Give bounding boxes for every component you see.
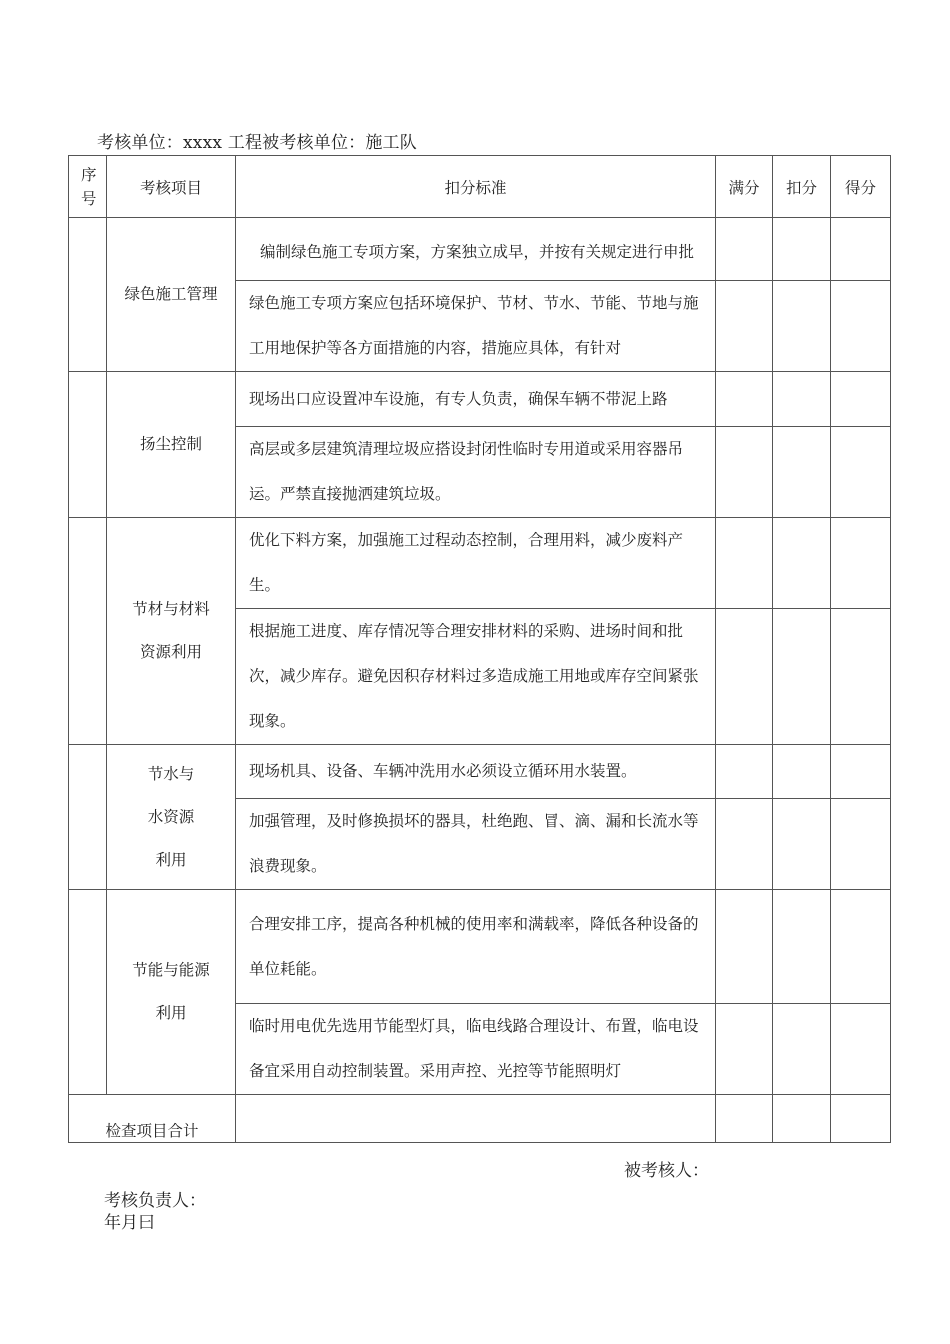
full-score-cell[interactable] [716, 427, 773, 518]
assessment-table [68, 155, 891, 1143]
item-label: 节水与水资源利用 [107, 745, 236, 890]
deduction-cell[interactable] [773, 799, 831, 890]
total-deduction-cell[interactable] [773, 1095, 831, 1143]
score-cell[interactable] [831, 427, 891, 518]
item-label: 节材与材料资源利用 [107, 518, 236, 745]
total-full-score-cell[interactable] [716, 1095, 773, 1143]
full-score-cell[interactable] [716, 518, 773, 609]
score-cell[interactable] [831, 745, 891, 799]
column-header-full-score: 满分 [716, 156, 773, 218]
column-header-score: 得分 [831, 156, 891, 218]
score-cell[interactable] [831, 609, 891, 745]
full-score-cell[interactable] [716, 218, 773, 281]
deduction-cell[interactable] [773, 1004, 831, 1095]
criteria-cell: 高层或多层建筑清理垃圾应搭设封闭性临时专用道或采用容器吊运。严禁直接抛洒建筑垃圾。 [236, 427, 716, 518]
deduction-cell[interactable] [773, 281, 831, 372]
criteria-cell: 现场出口应设置冲车设施，有专人负责，确保车辆不带泥上路 [236, 372, 716, 427]
total-label: 检查项目合计 [69, 1095, 236, 1143]
score-cell[interactable] [831, 218, 891, 281]
full-score-cell[interactable] [716, 799, 773, 890]
criteria-cell: 编制绿色施工专项方案，方案独立成早，并按有关规定进行申批 [236, 218, 716, 281]
date-label: 年月曰 [104, 1213, 155, 1233]
seq-cell [69, 745, 107, 890]
deduction-cell[interactable] [773, 218, 831, 281]
form-header: 考核单位：xxxx 工程被考核单位：施工队 [97, 133, 417, 153]
score-cell[interactable] [831, 1004, 891, 1095]
column-header-item: 考核项目 [107, 156, 236, 218]
criteria-cell: 加强管理，及时修换损坏的器具，杜绝跑、冒、滴、漏和长流水等浪费现象。 [236, 799, 716, 890]
deduction-cell[interactable] [773, 372, 831, 427]
score-cell[interactable] [831, 372, 891, 427]
table-header-row [69, 156, 891, 218]
criteria-cell: 根据施工进度、库存情况等合理安排材料的采购、进场时间和批次，减少库存。避免因积存材料过多造成施工用地或库存空间紧张现象。 [236, 609, 716, 745]
seq-cell [69, 372, 107, 518]
score-cell[interactable] [831, 518, 891, 609]
table-row [69, 518, 891, 609]
total-row [69, 1095, 891, 1143]
full-score-cell[interactable] [716, 609, 773, 745]
criteria-cell: 绿色施工专项方案应包括环境保护、节材、节水、节能、节地与施工用地保护等各方面措施的内容，措施应具体，有针对 [236, 281, 716, 372]
deduction-cell[interactable] [773, 427, 831, 518]
item-label: 节能与能源利用 [107, 890, 236, 1095]
criteria-cell: 临时用电优先选用节能型灯具，临电线路合理设计、布置，临电设备宜采用自动控制装置。采用声控、光控等节能照明灯 [236, 1004, 716, 1095]
deduction-cell[interactable] [773, 890, 831, 1004]
seq-cell [69, 518, 107, 745]
table-row [69, 372, 891, 427]
assessor-label: 考核负责人： [104, 1191, 206, 1211]
table-row [69, 890, 891, 1004]
total-score-cell[interactable] [831, 1095, 891, 1143]
full-score-cell[interactable] [716, 1004, 773, 1095]
criteria-cell: 优化下料方案，加强施工过程动态控制，合理用料，减少废料产生。 [236, 518, 716, 609]
full-score-cell[interactable] [716, 890, 773, 1004]
total-criteria-cell[interactable] [236, 1095, 716, 1143]
deduction-cell[interactable] [773, 518, 831, 609]
item-label: 扬尘控制 [107, 372, 236, 518]
deduction-cell[interactable] [773, 609, 831, 745]
criteria-cell: 现场机具、设备、车辆冲洗用水必须设立循环用水装置。 [236, 745, 716, 799]
score-cell[interactable] [831, 799, 891, 890]
score-cell[interactable] [831, 281, 891, 372]
table-row [69, 745, 891, 799]
criteria-cell: 合理安排工序，提高各种机械的使用率和满载率，降低各种设备的单位耗能。 [236, 890, 716, 1004]
table-row [69, 218, 891, 281]
seq-cell [69, 218, 107, 372]
full-score-cell[interactable] [716, 745, 773, 799]
deduction-cell[interactable] [773, 745, 831, 799]
full-score-cell[interactable] [716, 281, 773, 372]
column-header-deduction: 扣分 [773, 156, 831, 218]
score-cell[interactable] [831, 890, 891, 1004]
assessee-label: 被考核人： [624, 1161, 709, 1181]
item-label: 绿色施工管理 [107, 218, 236, 372]
column-header-seq: 序号 [69, 156, 107, 218]
seq-cell [69, 890, 107, 1095]
full-score-cell[interactable] [716, 372, 773, 427]
column-header-criteria: 扣分标准 [236, 156, 716, 218]
